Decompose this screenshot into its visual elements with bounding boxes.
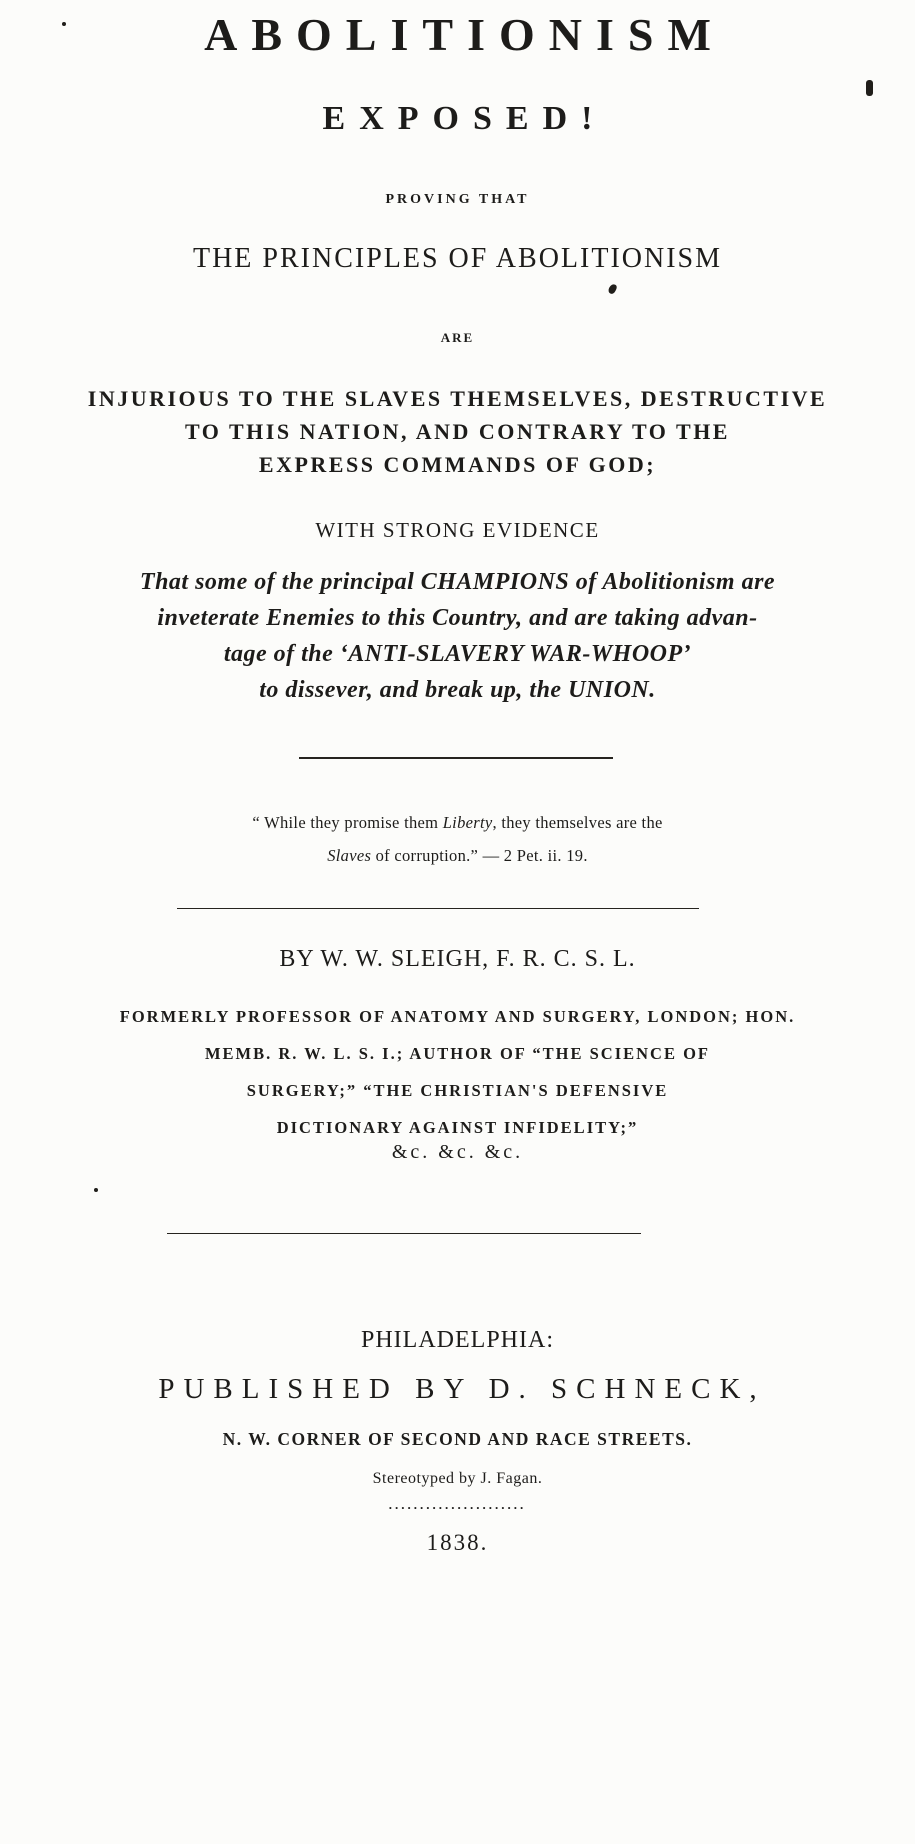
claim-line: EXPRESS COMMANDS OF GOD; bbox=[258, 452, 657, 477]
credential-line: FORMERLY PROFESSOR OF ANATOMY AND SURGERY, LONDON; HON. bbox=[119, 1007, 796, 1026]
subtitle-line: That some of the principal CHAMPIONS of Abolitionism are bbox=[139, 569, 776, 595]
principles-heading: THE PRINCIPLES OF ABOLITIONISM bbox=[192, 243, 723, 274]
book-title: ABOLITIONISM bbox=[204, 9, 725, 60]
epigraph-italic-word: Slaves bbox=[327, 846, 372, 865]
epigraph-line bbox=[0, 806, 915, 839]
claim-line: TO THIS NATION, AND CONTRARY TO THE bbox=[185, 419, 730, 444]
subtitle-line: tage of the ‘ANTI-SLAVERY WAR-WHOOP’ bbox=[223, 641, 692, 667]
divider-rule bbox=[299, 757, 613, 759]
subtitle-line: inveterate Enemies to this Country, and are taking advan- bbox=[157, 605, 758, 631]
epigraph-text: of corruption.” — 2 Pet. ii. 19. bbox=[371, 846, 588, 865]
epigraph-italic-word: Liberty bbox=[442, 813, 493, 832]
imprint-stereotyper: Stereotyped by J. Fagan. bbox=[372, 1470, 543, 1487]
imprint-address: N. W. CORNER OF SECOND AND RACE STREETS. bbox=[222, 1429, 693, 1449]
etcetera-label: &c. &c. &c. bbox=[391, 1141, 524, 1163]
epigraph-line bbox=[0, 839, 915, 872]
credential-line: DICTIONARY AGAINST INFIDELITY;” bbox=[276, 1118, 639, 1137]
claim-line: INJURIOUS TO THE SLAVES THEMSELVES, DESTRUCTIVE bbox=[87, 386, 828, 411]
proving-that-label: PROVING THAT bbox=[385, 192, 530, 207]
epigraph-text: “ While they promise them bbox=[252, 813, 443, 832]
imprint-year: 1838. bbox=[426, 1530, 489, 1555]
scan-speck bbox=[866, 80, 873, 96]
credential-line: SURGERY;” “THE CHRISTIAN'S DEFENSIVE bbox=[246, 1081, 669, 1100]
dotted-divider: ...................... bbox=[388, 1497, 527, 1512]
author-byline: BY W. W. SLEIGH, F. R. C. S. L. bbox=[279, 946, 636, 972]
epigraph-text: , they themselves are the bbox=[492, 813, 663, 832]
scan-speck bbox=[94, 1188, 98, 1192]
imprint-publisher: PUBLISHED BY D. SCHNECK, bbox=[158, 1373, 766, 1405]
epigraph bbox=[0, 806, 915, 872]
evidence-heading: WITH STRONG EVIDENCE bbox=[315, 518, 600, 542]
scan-speck bbox=[607, 283, 618, 295]
credential-line: MEMB. R. W. L. S. I.; AUTHOR OF “THE SCIENCE OF bbox=[204, 1044, 711, 1063]
book-subtitle: EXPOSED! bbox=[322, 100, 607, 137]
author-credentials bbox=[0, 998, 915, 1146]
subtitle-paragraph bbox=[0, 564, 915, 708]
divider-rule bbox=[167, 1233, 641, 1234]
are-label: ARE bbox=[440, 330, 475, 345]
divider-rule bbox=[177, 908, 699, 909]
claim-statement bbox=[0, 382, 915, 481]
subtitle-line: to dissever, and break up, the UNION. bbox=[259, 677, 656, 703]
imprint-city: PHILADELPHIA: bbox=[361, 1327, 554, 1353]
